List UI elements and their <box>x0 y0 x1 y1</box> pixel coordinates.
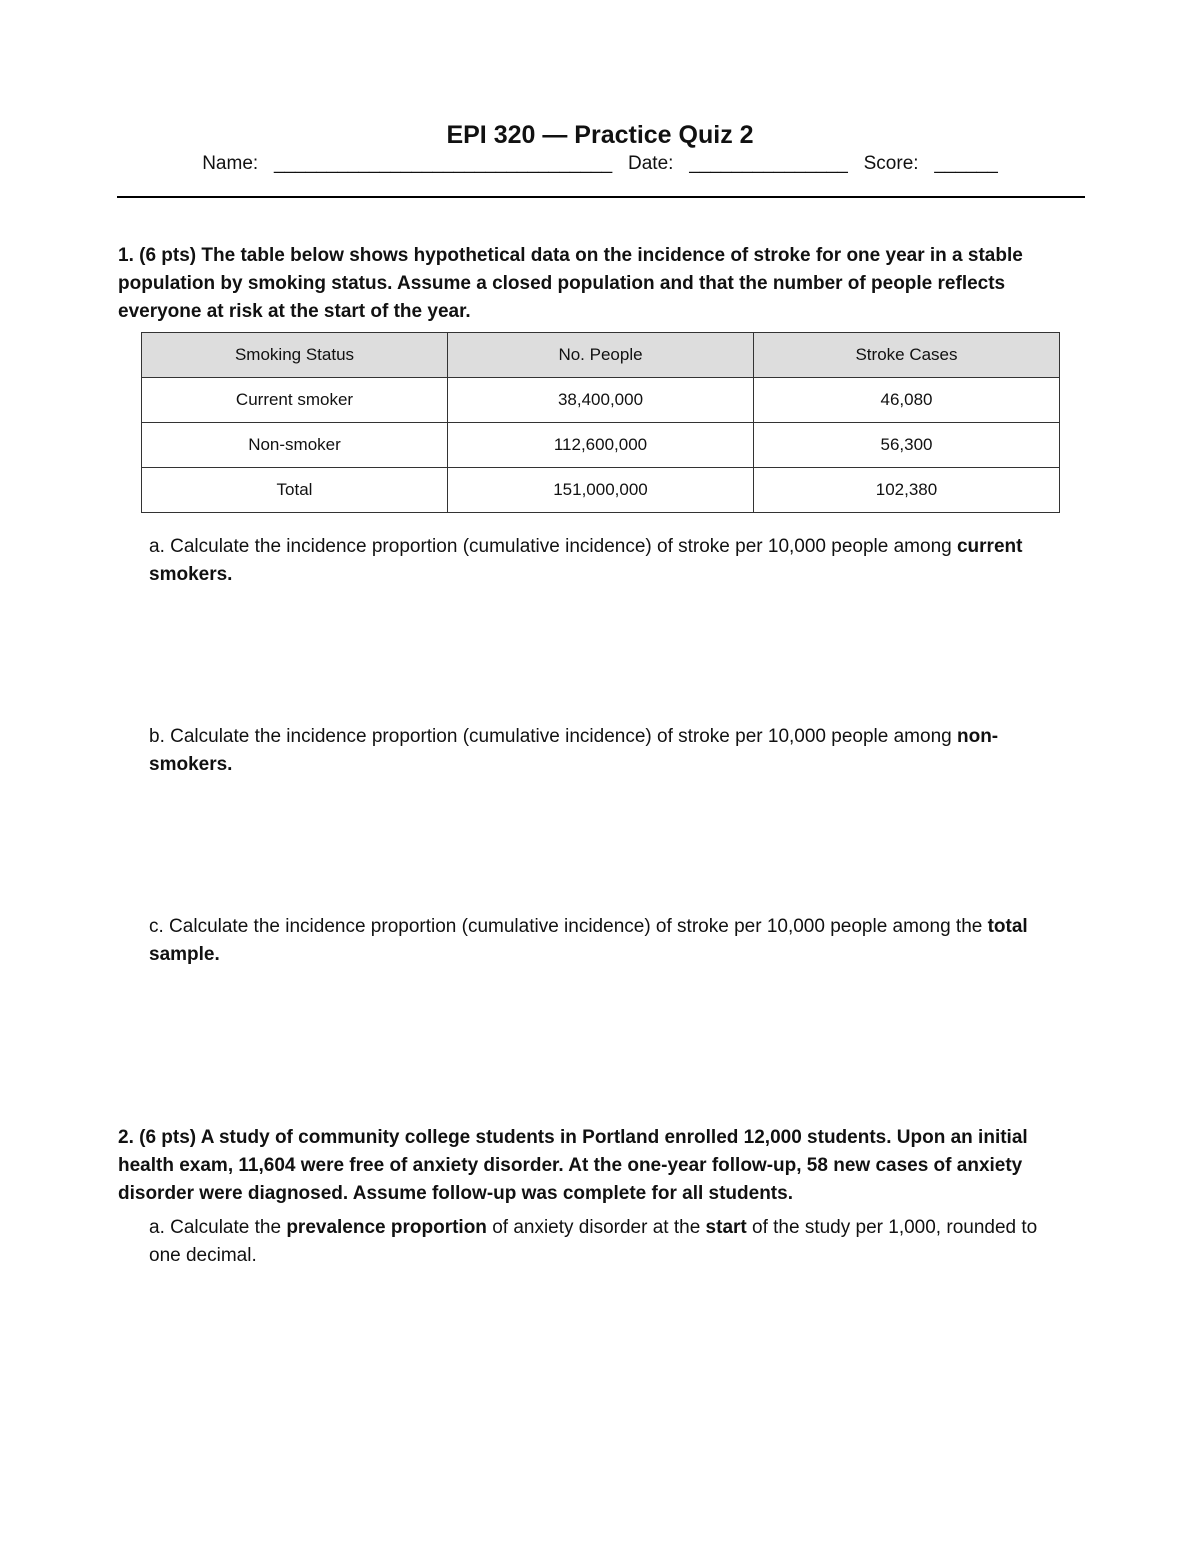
quiz-title: EPI 320 — Practice Quiz 2 <box>446 121 754 149</box>
question-1b-emphasis: non-smokers. <box>149 726 999 775</box>
table-cell: 112,600,000 <box>448 423 754 468</box>
table-cell: Non-smoker <box>142 423 448 468</box>
score-label: Score: <box>863 153 919 174</box>
question-1c <box>149 913 1074 969</box>
table-cell: Current smoker <box>142 378 448 423</box>
question-1-stem: 1. (6 pts) The table below shows hypothetical data on the incidence of stroke for one year in a stable population by smoking status. Assume a closed population and that the number of people reflects everyone at risk at the start of the year. <box>118 245 1023 322</box>
question-1b-text: b. Calculate the incidence proportion (cumulative incidence) of stroke per 10,000 people among <box>149 726 957 747</box>
table-cell: 56,300 <box>754 423 1060 468</box>
question-2a-emphasis-2: start <box>705 1217 747 1238</box>
table-row <box>142 423 1060 468</box>
table-row <box>142 378 1060 423</box>
question-1a <box>149 533 1074 589</box>
question-1c-emphasis: total sample. <box>149 916 1028 965</box>
name-label: Name: <box>202 153 259 174</box>
question-2a-text-2: of anxiety disorder at the <box>486 1217 706 1238</box>
table-row <box>142 468 1060 513</box>
score-blank: ______ <box>934 153 998 174</box>
student-info-line <box>0 152 1200 176</box>
table-cell: 38,400,000 <box>448 378 754 423</box>
name-blank: ________________________________ <box>274 153 613 174</box>
question-1b <box>149 723 1074 779</box>
question-2a-text-1: a. Calculate the <box>149 1217 287 1238</box>
table-header-row <box>142 333 1060 378</box>
table-header-cell: No. People <box>448 333 754 378</box>
table-cell: 102,380 <box>754 468 1060 513</box>
table-header-cell: Stroke Cases <box>754 333 1060 378</box>
table-cell: 46,080 <box>754 378 1060 423</box>
table-cell: 151,000,000 <box>448 468 754 513</box>
question-2-stem: 2. (6 pts) A study of community college students in Portland enrolled 12,000 students. Upon an initial health exam, 11,604 were free of anxiety disorder. At the one-year follow-up, 58 new cases of anxiety disorder were diagnosed. Assume follow-up was complete for all students. <box>118 1127 1028 1204</box>
question-1a-emphasis: current smokers. <box>149 536 1023 585</box>
question-1a-text: a. Calculate the incidence proportion (cumulative incidence) of stroke per 10,000 people among <box>149 536 957 557</box>
question-1c-text: c. Calculate the incidence proportion (cumulative incidence) of stroke per 10,000 people among the <box>149 916 988 937</box>
table-header-cell: Smoking Status <box>142 333 448 378</box>
date-blank: _______________ <box>689 153 848 174</box>
question-2a-emphasis-1: prevalence proportion <box>286 1217 487 1238</box>
table-cell: Total <box>142 468 448 513</box>
stroke-data-table <box>141 332 1060 513</box>
question-2a <box>149 1214 1074 1270</box>
header-divider <box>117 196 1085 198</box>
date-label: Date: <box>628 153 674 174</box>
question-2a-text-3: of the study per 1,000, rounded to one decimal. <box>149 1217 1038 1266</box>
